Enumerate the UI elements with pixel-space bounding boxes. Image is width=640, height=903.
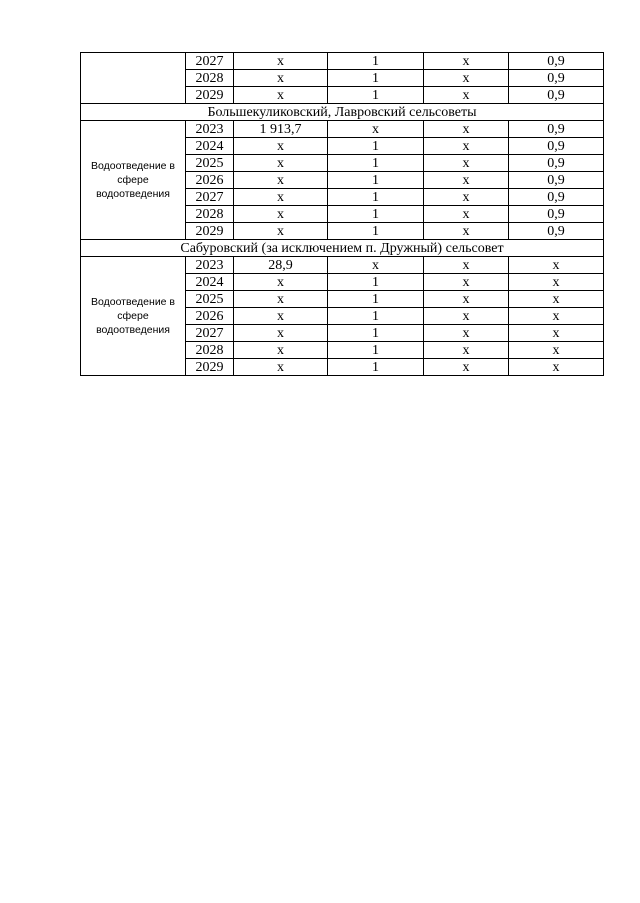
value-cell: 1 xyxy=(328,155,424,172)
year-cell: 2026 xyxy=(186,308,234,325)
value-cell: х xyxy=(424,70,509,87)
value-cell: 0,9 xyxy=(509,206,604,223)
value-cell: х xyxy=(509,308,604,325)
value-cell: 1 xyxy=(328,70,424,87)
value-cell: х xyxy=(424,291,509,308)
year-cell: 2027 xyxy=(186,325,234,342)
value-cell: 1 xyxy=(328,325,424,342)
value-cell: х xyxy=(424,325,509,342)
value-cell: 0,9 xyxy=(509,53,604,70)
year-cell: 2029 xyxy=(186,223,234,240)
value-cell: 0,9 xyxy=(509,172,604,189)
value-cell: х xyxy=(328,121,424,138)
value-cell: х xyxy=(509,342,604,359)
value-cell: х xyxy=(234,291,328,308)
value-cell: х xyxy=(234,359,328,376)
value-cell: х xyxy=(234,53,328,70)
value-cell: х xyxy=(234,155,328,172)
value-cell: х xyxy=(234,172,328,189)
row-label-cell xyxy=(81,53,186,104)
value-cell: х xyxy=(234,189,328,206)
value-cell: х xyxy=(424,359,509,376)
value-cell: х xyxy=(509,257,604,274)
value-cell: 0,9 xyxy=(509,155,604,172)
year-cell: 2028 xyxy=(186,342,234,359)
value-cell: 1 xyxy=(328,291,424,308)
value-cell: х xyxy=(424,155,509,172)
value-cell: х xyxy=(234,308,328,325)
value-cell: х xyxy=(424,206,509,223)
value-cell: 1 xyxy=(328,172,424,189)
year-cell: 2023 xyxy=(186,257,234,274)
value-cell: 1 xyxy=(328,138,424,155)
value-cell: 1 913,7 xyxy=(234,121,328,138)
year-cell: 2024 xyxy=(186,138,234,155)
year-cell: 2025 xyxy=(186,291,234,308)
value-cell: 0,9 xyxy=(509,70,604,87)
value-cell: х xyxy=(424,189,509,206)
year-cell: 2027 xyxy=(186,189,234,206)
value-cell: 0,9 xyxy=(509,121,604,138)
value-cell: х xyxy=(509,359,604,376)
year-cell: 2027 xyxy=(186,53,234,70)
section-title: Сабуровский (за исключением п. Дружный) сельсовет xyxy=(81,240,604,257)
value-cell: х xyxy=(424,53,509,70)
service-label: Водоотведение в сфере водоотведения xyxy=(81,257,186,376)
year-cell: 2028 xyxy=(186,206,234,223)
value-cell: 1 xyxy=(328,223,424,240)
value-cell: 1 xyxy=(328,359,424,376)
section-row xyxy=(81,240,604,257)
value-cell: 0,9 xyxy=(509,87,604,104)
value-cell: 1 xyxy=(328,342,424,359)
service-label: Водоотведение в сфере водоотведения xyxy=(81,121,186,240)
value-cell: 1 xyxy=(328,189,424,206)
value-cell: 0,9 xyxy=(509,189,604,206)
value-cell: х xyxy=(234,70,328,87)
value-cell: 1 xyxy=(328,206,424,223)
value-cell: х xyxy=(424,223,509,240)
table-body xyxy=(81,53,604,376)
value-cell: х xyxy=(424,172,509,189)
value-cell: х xyxy=(234,206,328,223)
value-cell: х xyxy=(328,257,424,274)
value-cell: х xyxy=(424,274,509,291)
tariff-table xyxy=(80,52,604,376)
year-cell: 2029 xyxy=(186,87,234,104)
value-cell: 1 xyxy=(328,274,424,291)
year-cell: 2028 xyxy=(186,70,234,87)
value-cell: х xyxy=(509,325,604,342)
table-row xyxy=(81,121,604,138)
value-cell: х xyxy=(509,274,604,291)
value-cell: х xyxy=(424,87,509,104)
section-row xyxy=(81,104,604,121)
year-cell: 2026 xyxy=(186,172,234,189)
year-cell: 2029 xyxy=(186,359,234,376)
value-cell: х xyxy=(509,291,604,308)
value-cell: 0,9 xyxy=(509,223,604,240)
value-cell: 28,9 xyxy=(234,257,328,274)
value-cell: х xyxy=(234,342,328,359)
year-cell: 2025 xyxy=(186,155,234,172)
value-cell: х xyxy=(234,325,328,342)
year-cell: 2023 xyxy=(186,121,234,138)
value-cell: х xyxy=(234,87,328,104)
year-cell: 2024 xyxy=(186,274,234,291)
value-cell: х xyxy=(424,308,509,325)
table-row xyxy=(81,53,604,70)
value-cell: х xyxy=(424,121,509,138)
value-cell: х xyxy=(234,138,328,155)
value-cell: х xyxy=(234,274,328,291)
value-cell: 1 xyxy=(328,53,424,70)
table-row xyxy=(81,257,604,274)
value-cell: 1 xyxy=(328,87,424,104)
value-cell: х xyxy=(424,138,509,155)
value-cell: х xyxy=(424,342,509,359)
value-cell: х xyxy=(424,257,509,274)
value-cell: 1 xyxy=(328,308,424,325)
section-title: Большекуликовский, Лавровский сельсоветы xyxy=(81,104,604,121)
value-cell: х xyxy=(234,223,328,240)
value-cell: 0,9 xyxy=(509,138,604,155)
